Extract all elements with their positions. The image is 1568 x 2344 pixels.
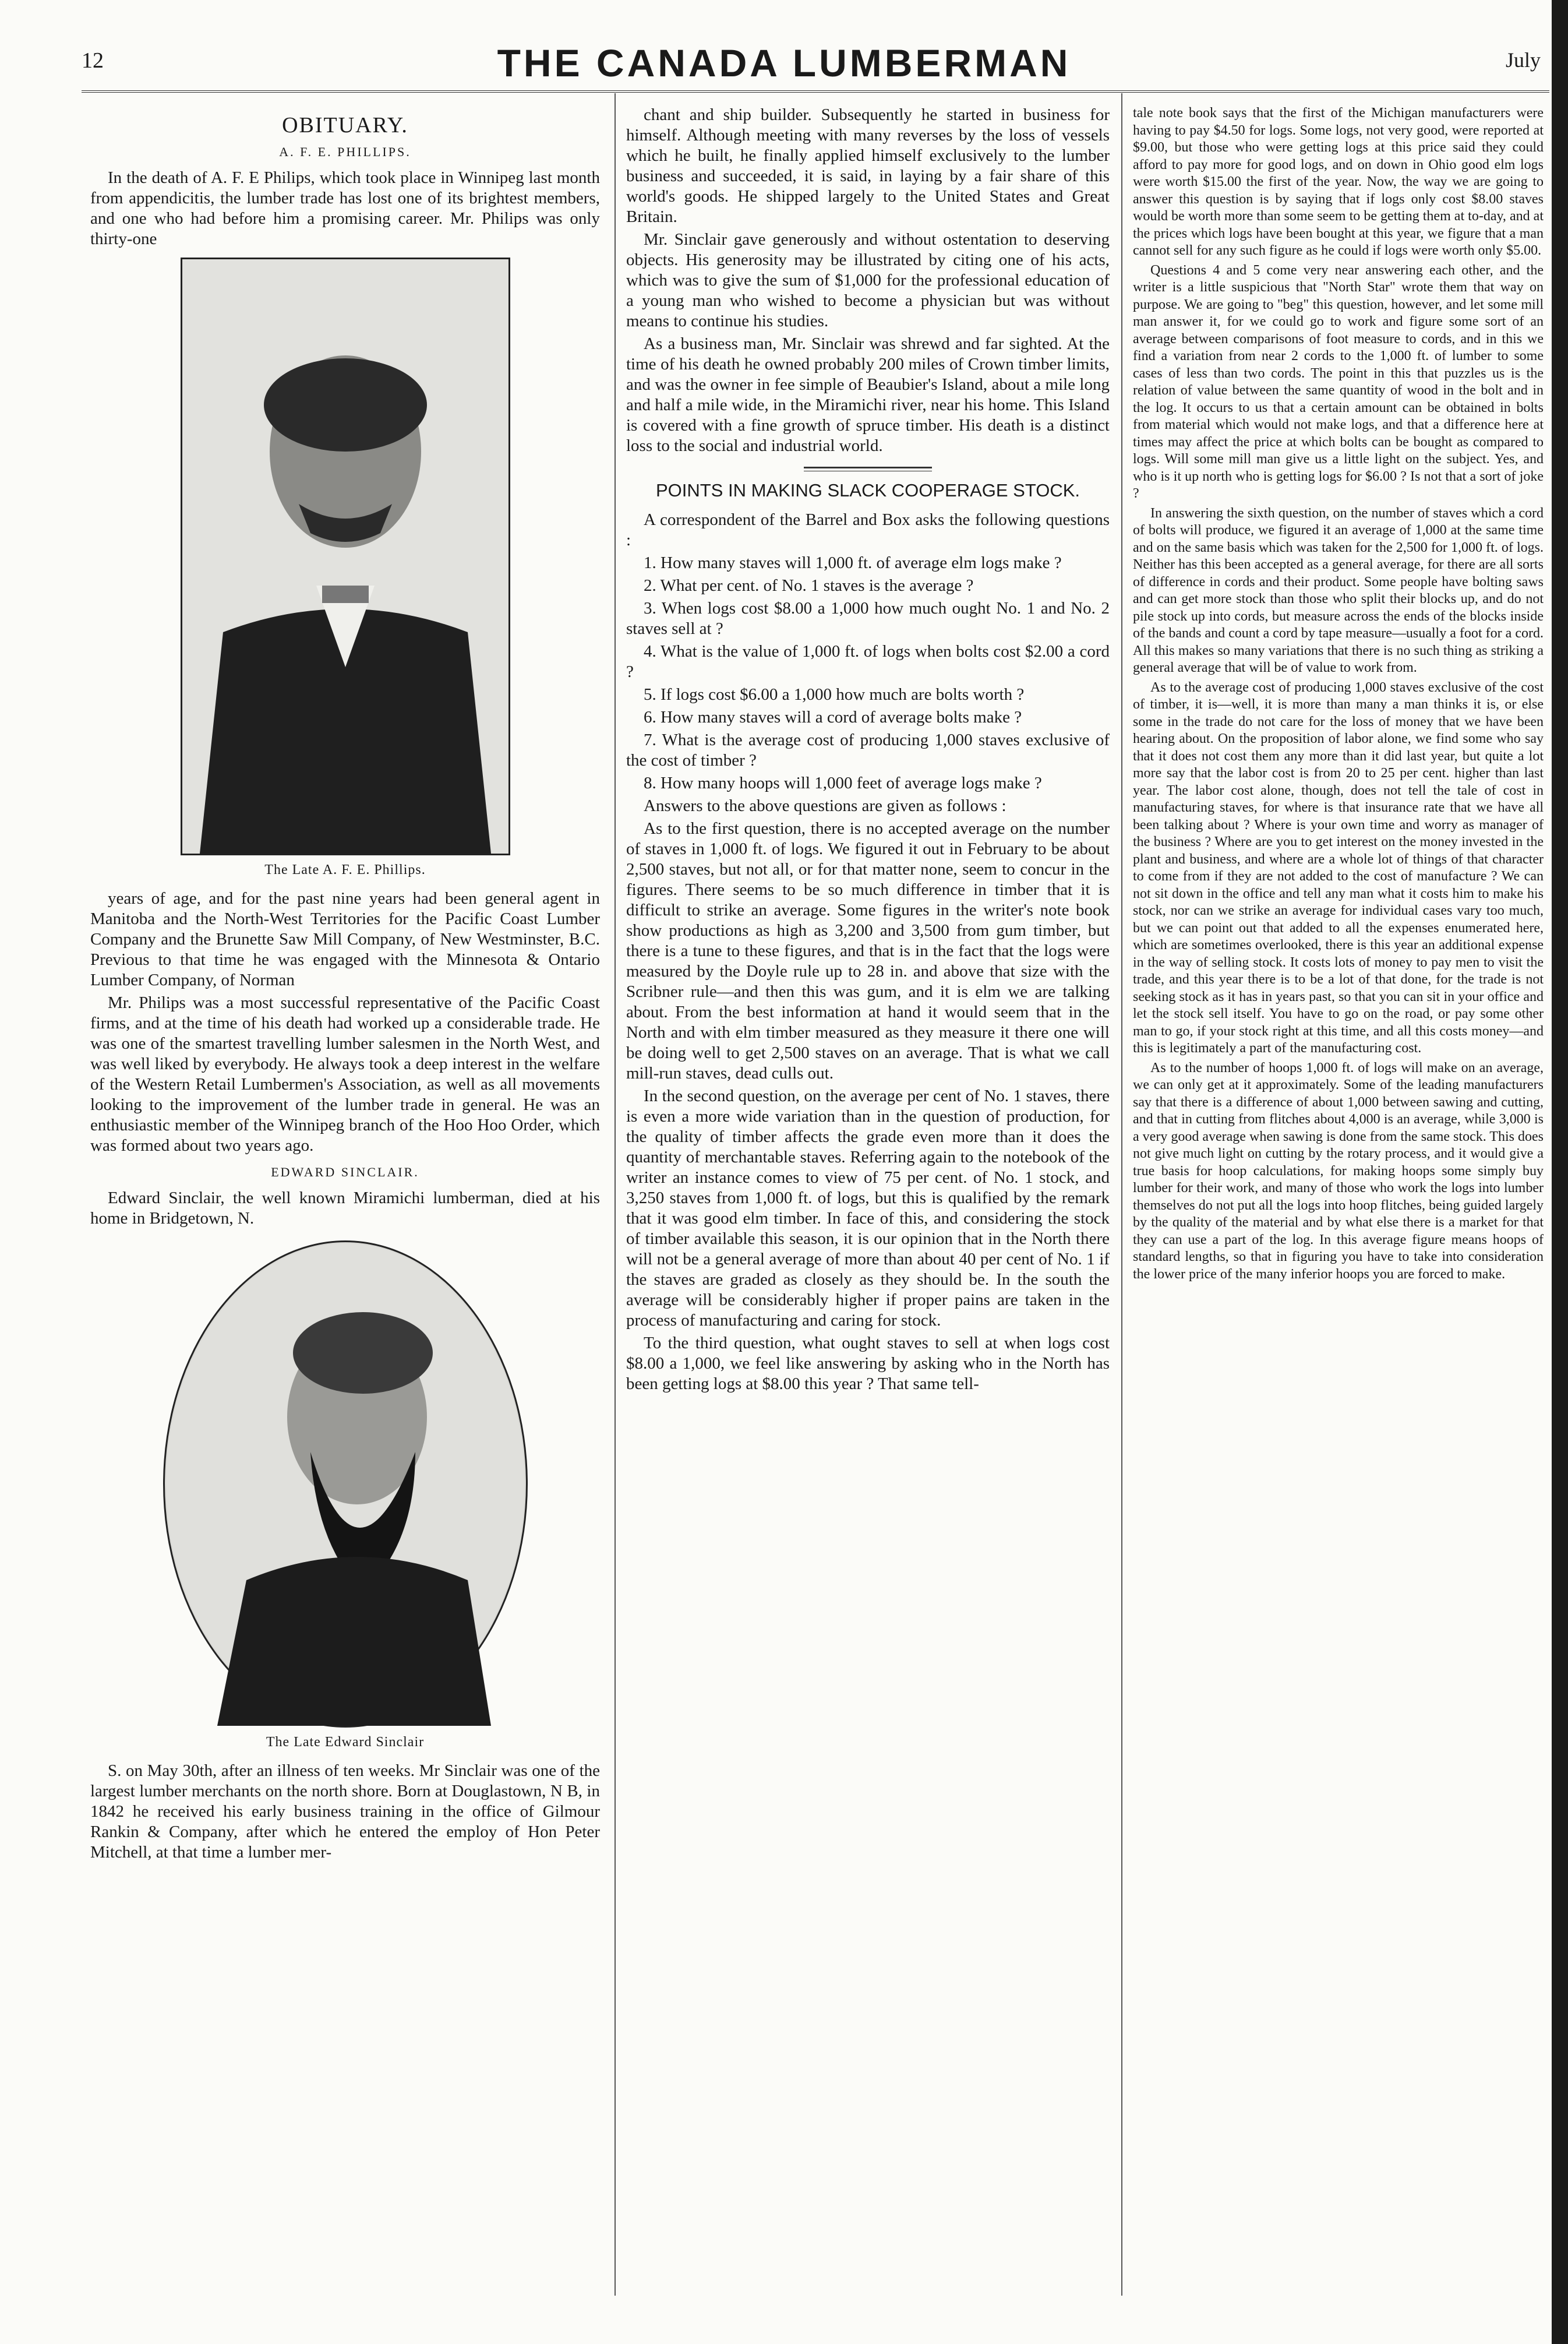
sinclair-portrait (163, 1240, 528, 1728)
sinclair-paragraph-4: Mr. Sinclair gave generously and without ostentation to deserving objects. His generosity may be illustrated by citing one of his acts, which was to give the sum of $1,000 for the professional education of a young man who wished to become a physician but was without means to continue his studies. (626, 230, 1110, 330)
answer-paragraph-2: In the second question, on the average per cent of No. 1 staves, there is even a more wide variation than in the question of production, for the quality of timber affects the grade even more than it does the quantity of merchantable staves. Referring again to the notebook of the writer an instance comes to view of 75 per cent. of No. 1 stock, and 3,250 staves from 1,000 ft. of logs, but this is qualified by the remark that it was good elm timber. In face of this, and considering the stock of timber available this season, it is our opinion that in the North there will not be a general average of more than about 40 per cent of No. 1 if the staves are graded as closely as they should be. In the south the average will be considerably higher if proper pains are taken in the process of manufacturing and caring for stock. (626, 1087, 1110, 1330)
masthead-title: THE CANADA LUMBERMAN (497, 41, 1071, 84)
phillips-subhead: A. F. E. PHILLIPS. (279, 144, 411, 159)
question-item: 4. What is the value of 1,000 ft. of logs when bolts cost $2.00 a cord ? (626, 642, 1110, 681)
sinclair-caption: The Late Edward Sinclair (266, 1735, 425, 1750)
column-3 (1133, 105, 1544, 1285)
question-item: 3. When logs cost $8.00 a 1,000 how much ought No. 1 and No. 2 staves sell at ? (626, 599, 1110, 638)
answer-paragraph-1: As to the first question, there is no accepted average on the number of staves in 1,000 ft. of logs. We figured it out in February to be about 2,500 staves, but not all, or for that matter none, seem to concur in the figures. There seems to be so much difference in timber that it is difficult to strike an average. Some figures in the writer's note book show productions as high as 3,200 and 3,500 from gum timber, but there is a tune to these figures, and that is in the fact that the logs were measured by the Doyle rule up to 28 in. and above that size with the Scribner rule—and then this was gum, and it is elm we are talking about. From the best information at hand it would seem that in the North and with elm timber measured as they measure it there one will be doing well to get 2,500 staves on an average. That is what we call mill-run staves, dead culls out. (626, 819, 1110, 1083)
page-number: 12 (82, 48, 104, 73)
sinclair-subhead: EDWARD SINCLAIR. (271, 1165, 419, 1179)
answer-paragraph-8: As to the number of hoops 1,000 ft. of logs will make on an average, we can only get at it approximately. Some of the leading manufacturers say that there is a difference of about 1,000 between sawing and cutting, and that in cutting from flitches about 4,000 is an average, while 3,000 is a very good average when sawing is done from the same stock. This does not give much light on cutting by the rotary process, and it would give a true basis for hoop calculations, for making hoops some simply buy lumber for their work, and many of those who work the logs into lumber themselves do not put all the logs into hoop flitches, being guided largely by the quality of the material and by what else there is a market for that they can use a part of the log. In this average figure means hoops of standard lengths, so that in figuring you have to take into consideration the lower price of the many inferior hoops you are forced to make. (1133, 1060, 1544, 1282)
sinclair-paragraph-1: Edward Sinclair, the well known Miramichi lumberman, died at his home in Bridgetown, N. (90, 1189, 600, 1228)
answer-paragraph-3: To the third question, what ought staves to sell at when logs cost $8.00 a 1,000, we feel like answering by asking who in the North has been getting logs at $8.00 this year ? That same tell- (626, 1334, 1110, 1393)
question-item: 2. What per cent. of No. 1 staves is the average ? (644, 576, 974, 595)
answer-paragraph-5: Questions 4 and 5 come very near answering each other, and the writer is a little suspicious that "North Star" wrote them that way on purpose. We are going to "beg" this question, however, and let some mill man answer it, for we could go to work and figure some sort of an average between comparisons of foot measure to cords, and in this we find a variation from near 2 cords to the 1,000 ft. of lumber to some cases of less than two cords. The point in this that puzzles us is the relation of value between the same quantity of wood in the bolt and in the log. It occurs to us that a certain amount can be obtained in bolts from material which would not make logs, and that a difference here at times may affect the price at which bolts can be bought as compared to logs. Will some mill man give us a little light on the subject. Yes, and who is it up north who is getting logs for $6.00 ? Is not that a sort of joke ? (1133, 262, 1544, 501)
cooperage-heading: POINTS IN MAKING SLACK COOPERAGE STOCK. (655, 480, 1080, 500)
answer-paragraph-6: In answering the sixth question, on the number of staves which a cord of bolts will produce, we figured it an average of 1,000 at the same time and on the same basis which was taken for the 2,500 for 1,000 ft. of logs. Neither has this been accepted as a general average, for there are all sorts of difference in cords and their product. Some people have bolting saws and can get more stock than those who split their blocks up, and do not pile stock up into cords, but measure across the ends of the blocks inside of the bands and count a cord by tape measure—usually a foot for a cord. All this makes so many variations that there is no such thing as striking a general average that will be of value to work from. (1133, 505, 1544, 675)
column-1 (90, 105, 600, 1865)
sinclair-paragraph-3: chant and ship builder. Subsequently he started in business for himself. Although meeting with many reverses by the loss of vessels which he built, he finally applied himself exclusively to the lumber business and succeeded, it is said, in laying by a fair share of this world's goods. He shipped largely to the United States and Great Britain. (626, 105, 1110, 226)
column-2 (626, 105, 1110, 1397)
page-edge-shadow (1552, 0, 1568, 2344)
portrait-image-icon (182, 259, 508, 854)
column-divider-1 (615, 93, 616, 2296)
question-item: 5. If logs cost $6.00 a 1,000 how much are bolts worth ? (644, 685, 1025, 704)
obituary-heading: OBITUARY. (282, 113, 408, 138)
question-item: 6. How many staves will a cord of average bolts make ? (644, 708, 1022, 727)
cooperage-intro: A correspondent of the Barrel and Box asks the following questions : (626, 510, 1110, 549)
question-item: 1. How many staves will 1,000 ft. of average elm logs make ? (644, 554, 1062, 572)
page-header (0, 35, 1568, 87)
header-rule (82, 90, 1549, 93)
portrait-image-icon (165, 1242, 526, 1726)
column-divider-2 (1121, 93, 1122, 2296)
question-item: 7. What is the average cost of producing 1,000 staves exclusive of the cost of timber ? (626, 731, 1110, 770)
section-divider (804, 467, 932, 471)
phillips-caption: The Late A. F. E. Phillips. (264, 862, 426, 877)
phillips-paragraph-3: Mr. Philips was a most successful representative of the Pacific Coast firms, and at the time of his death had worked up a considerable trade. He was one of the smartest travelling lumber salesmen in the North West, and was well liked by everybody. He always took a deep interest in the welfare of the Western Retail Lumbermen's Association, as well as all movements looking to the improvement of the lumber trade in general. He was an enthusiastic member of the Winnipeg branch of the Hoo Hoo Order, which was formed about two years ago. (90, 993, 600, 1155)
phillips-portrait (181, 258, 510, 855)
phillips-paragraph-1: In the death of A. F. E Philips, which took place in Winnipeg last month from appendicitis, the lumber trade has lost one of its brightest members, and one who had before him a promising career. Mr. Philips was only thirty-one (90, 168, 600, 248)
question-item: 8. How many hoops will 1,000 feet of average logs make ? (644, 774, 1042, 792)
phillips-paragraph-2: years of age, and for the past nine years had been general agent in Manitoba and the North-West Territories for the Pacific Coast Lumber Company and the Brunette Saw Mill Company, of New Westminster, B.C. Previous to that time he was engaged with the Minnesota & Ontario Lumber Company, of Norman (90, 889, 600, 989)
answers-intro: Answers to the above questions are given as follows : (644, 796, 1007, 815)
sinclair-paragraph-5: As a business man, Mr. Sinclair was shrewd and far sighted. At the time of his death he owned probably 200 miles of Crown timber limits, and was the owner in fee simple of Beaubier's Island, about a mile long and half a mile wide, in the Miramichi river, near his home. This Island is covered with a fine growth of spruce timber. His death is a distinct loss to the social and industrial world. (626, 334, 1110, 455)
header-month: July (1506, 48, 1541, 72)
answer-paragraph-4: tale note book says that the first of the Michigan manufacturers were having to pay $4.50 for logs. Some logs, not very good, were reported at $9.00, but those who were getting logs at this price said they could afford to pay more for good logs, and on down in Ohio good elm logs were worth $15.00 the first of the year. Now, the way we are going to answer this question is by saying that if logs only cost $8.00 staves would be worth more than some seem to be getting them at to-day, and at the prices which logs have been bought at this year, we figure that a man cannot sell for any such figure as he could if logs were worth only $5.00. (1133, 105, 1544, 258)
answer-paragraph-7: As to the average cost of producing 1,000 staves exclusive of the cost of timber, it is—well, it is more than many a man thinks it is, or else some in the trade do not care for the loss of money that we have been hearing about. On the proposition of labor alone, we find some who say that it does not cost them any more than it did last year, but quite a lot more say that the labor cost is from 20 to 25 per cent. higher than last year. The labor cost alone, though, does not tell the tale of cost in manufacturing staves, for where is that insurance rate that we have all been talking about ? Where is your own time and worry as manager of the business ? Where are you to get interest on the money invested in the plant and business, and where are a whole lot of things of that character to come from if they are not added to the cost of manufacture ? We can not sit down in the office and tell any man what it costs him to make his stock, nor can we strike an average for individual cases vary too much, but we can point out that added to all the expenses enumerated here, which are sometimes overlooked, there is this year an additional expense in the way of selling stock. It costs lots of money to pay men to visit the trade, and this year there is to be a lot of that done, for the trade is not seeking stock as it has in years past, so that you can sit in your office and let the stock sell itself. You have to go on the road, or pay some other man to go, if your stock right at this time, and all this costs money—and this is legitimately a part of the manufacturing cost. (1133, 679, 1544, 1056)
sinclair-paragraph-2: S. on May 30th, after an illness of ten weeks. Mr Sinclair was one of the largest lumber merchants on the north shore. Born at Douglastown, N B, in 1842 he received his early business training in the office of Gilmour Rankin & Company, after which he entered the employ of Hon Peter Mitchell, at that time a lumber mer- (90, 1761, 600, 1862)
